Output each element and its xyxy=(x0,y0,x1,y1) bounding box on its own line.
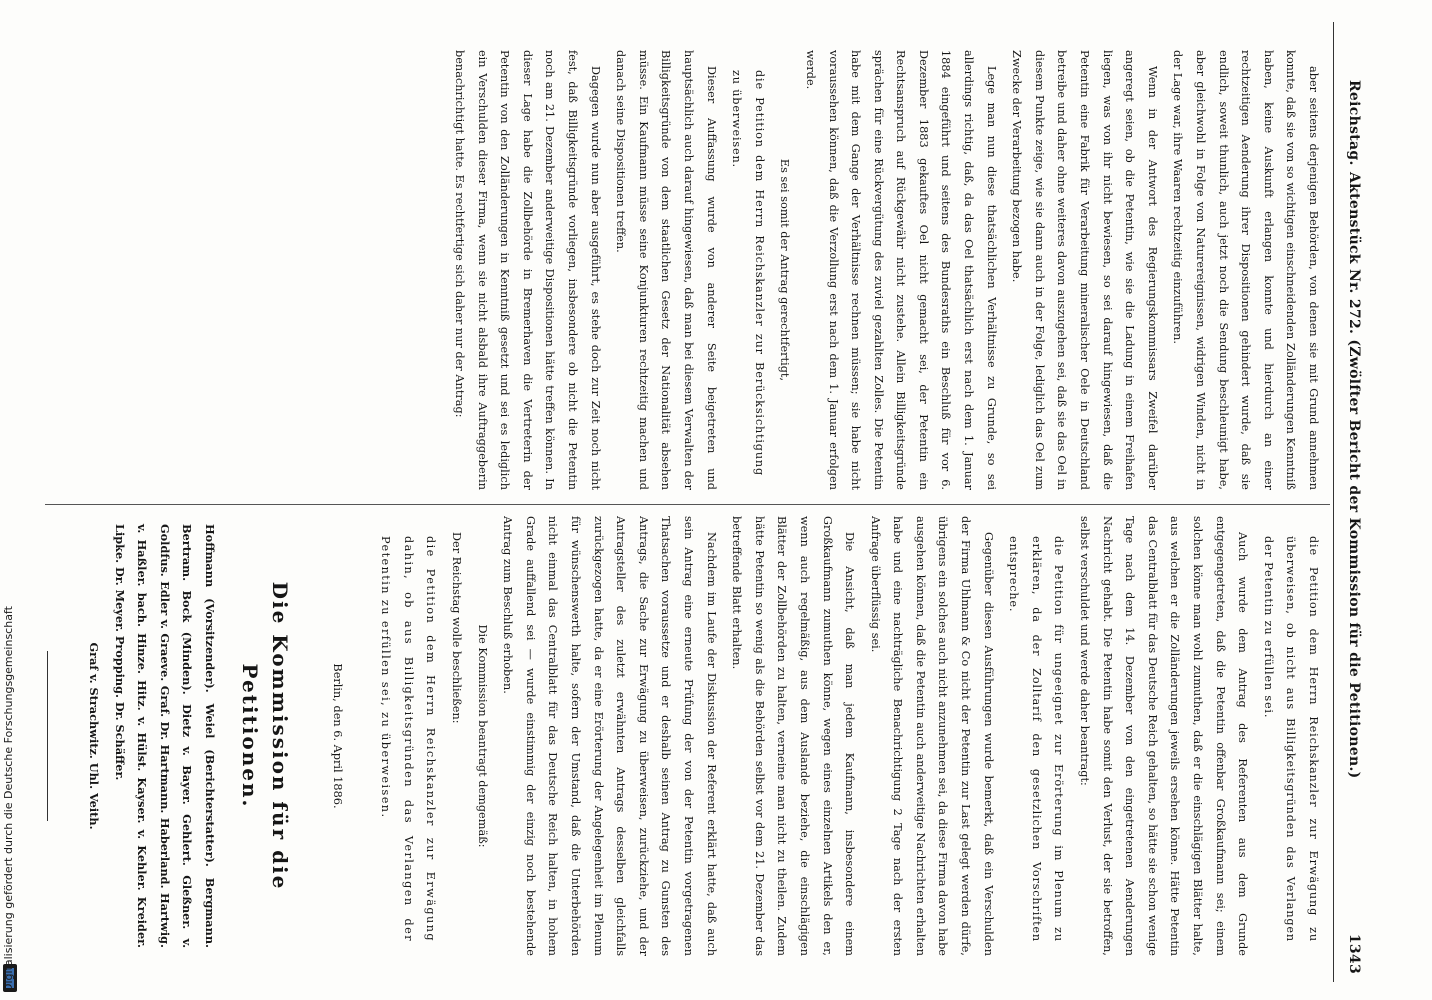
paragraph: Dagegen wurde nun aber ausgeführt, es stehe doch zur Zeit noch nicht fest, daß Billigkeitsgründe vorliegen, insbesondere ob nicht die Petentin noch am 21. Dezember anderweitige Dispositionen hätte treffen können. In dieser Lage habe die Zollbehörde in Bremerhaven die Vertreterin der Petentin von den Zolländerungen in Kenntniß gesetzt und sei es lediglich ein Verschulden dieser Firma, wenn sie nicht alsbald ihre Auftraggeberin benachrichtigt hatte. Es rechtfertige sich daher nur der Antrag: xyxy=(453,50,602,490)
column-divider xyxy=(45,504,1330,505)
paragraph: Die Ansicht, daß man jedem Kaufmann, insbesondere einem Großkaufmann zumuthen könne, wegen eines einzelnen Artikels den er, wenn auch regelmäßig, aus dem Auslande beziehe, die einschlägigen Blätter der Zollbehörden zu halten, verneine man nicht zu theilen. Zudem hätte Petentin so wenig als die Behörden selbst vor dem 21. Dezember das betreffende Blatt erhalten. xyxy=(730,516,857,956)
paragraph: Wenn in der Antwort des Regierungskommissars Zweifel darüber angeregt seien, ob die Petentin, wie sie die Ladung in einem Freihafen liegen, was von ihr nicht bewiesen, so sei darauf hingewiesen, daß die Petentin eine Fabrik für Verarbeitung mineralischer Oele in Deutschland betreibe und daher ohne weiteres davon auszugehen sei, daß sie das Oel in diesem Punkte zeige, wie sie dann auch in der Folge, lediglich das Oel zum Zwecke der Verarbeitung bezogen habe. xyxy=(1010,50,1159,490)
resolution-text: die Petition dem Herrn Reichskanzler zur Erwägung dahin, ob aus Billigkeitsgründen das Verlangen der Petentin zu erfüllen sei, zu überweisen. xyxy=(379,536,438,942)
paragraph: Gegenüber diesen Ausführungen wurde bemerkt, daß ein Verschulden der Firma Uhlmann & Co nicht der Petentin zur Last gelegt werden dürfe, übrigens ein solches auch nicht anzunehmen sei, da diese Firma davon habe ausgehen können, daß die Petentin auch anderweitige Nachrichten erhalten habe und eine nachträgliche Benachrichtigung 2 Tage nach der ersten Anfrage überflüssig sei. xyxy=(868,516,995,956)
motion-quote-top: die Petition dem Herrn Reichskanzler zur Erwägung zu überweisen, ob nicht aus Billigkeitsgründen das Verlangen der Petentin zu erfüllen sei. xyxy=(1261,536,1320,942)
page-number: 1343 xyxy=(1346,933,1362,974)
header-left: Reichstag. xyxy=(1346,80,1362,166)
date-line: Berlin, den 6. April 1886. xyxy=(330,663,344,809)
commission-intro: Die Kommission beantragt demgemäß: xyxy=(475,624,489,848)
header-title: Aktenstück Nr. 272. (Zwölfter Bericht der Kommission für die Petitionen.) xyxy=(1346,172,1362,779)
paragraph: Nachdem im Laufe der Diskussion der Referent erklärt hatte, daß auch sein Antrag eine erneute Prüfung der von der Petentin vorgetragenen Thatsachen voraussetze und er deshalb seinen Antrag zu Gunsten des Antrags, die Sache zur Erwägung zu überweisen, zurückziehe, und der Antragsteller des zuletzt erwähnten Antrags desselben gleichfalls zurückgezogen hatte, da er eine Erörterung der Angelegenheit im Plenum für wünschenswerth halte, sofern der Umstand, daß die Unterbehörden nicht einmal das Centralblatt für das Deutsche Reich halten, in hohem Grade auffallend sei — wurde einstimmig der einzig noch bestehende Antrag zum Beschluß erhoben. xyxy=(501,516,718,956)
paragraph: aber seitens derjenigen Behörden, von denen sie mit Grund annehmen konnte, daß sie von so wichtigen einschneidenden Zolländerungen Kenntniß haben, keine Auskunft erlangen konnte und hierdurch an einer rechtzeitigen Aenderung ihrer Dispositionen gehindert wurde, daß sie endlich, soweit thunlich, auch jetzt noch die Sendung beschleunigt habe, aber gleichwohl in Folge von Naturereignissen, widrigen Winden, nicht in der Lage war, ihre Waaren rechtzeitig einzuführen. xyxy=(1171,50,1320,490)
header-rule xyxy=(1333,22,1334,982)
resolution-intro: Der Reichstag wolle beschließen: xyxy=(450,532,464,724)
motion-quote-mid: die Petition für ungeeignet zur Erörterung im Plenum zu erklären, da der Zolltarif den gesetzlichen Vorschriften entspreche. xyxy=(1007,536,1066,942)
paragraph: Dieser Auffassung wurde von anderer Seite beigetreten und hauptsächlich auch darauf hingewiesen, daß man bei diesem Verwalten der Billigkeitsgründe von dem staatlichen Gesetz der Nationalität absehen müsse. Ein Kaufmann müsse seine Konjunkturen rechtzeitig machen und danach seine Dispositionen treffen. xyxy=(614,50,718,490)
digitization-credit: Digitalisierung gefördert durch die Deutsche Forschungsgemeinschaft xyxy=(2,606,15,992)
paragraph-final-statement: Es sei somit der Antrag gerechtfertigt, xyxy=(778,158,792,382)
rotated-document-page xyxy=(40,22,1370,982)
motion-quote: die Petition dem Herrn Reichskanzler zur Berücksichtigung zu überweisen. xyxy=(730,70,766,476)
running-header xyxy=(1338,22,1362,982)
member-list: Hoffmann (Vorsitzender). Weiel (Berichterstatter). Bergmann. Bertram. Bock (Minden). Dietz v. Bayer. Gehlert. Gleßner. v. Goldfus. Edler v. Graeve. Graf. Dr. Hartmann. Haberland. Hartwig. v. Haßler. bach. Hinze. Hitz. v. Hülst. Kayser. v. Kehler. Kreider. Lipke. Dr. Meyer. Propping. Dr. Schäffer. xyxy=(112,524,218,948)
left-column xyxy=(374,50,1324,490)
paragraph: Lege man nun diese thatsächlichen Verhältnisse zu Grunde, so sei allerdings richtig, daß, da das Oel thatsächlich erst nach dem 1. Januar 1884 eingeführt und seitens des Bundesraths ein Beschluß für vor 6. Dezember 1883 gekauftes Oel nicht gemacht sei, der Petentin ein Rechtsanspruch auf Rückgewähr nicht zustehe. Allein Billigkeitsgründe sprächen für eine Rückvergütung des zuviel gezahlten Zolles. Die Petentin habe mit dem Gange der Verhältnisse rechnen müssen; sie habe nicht voraussehen können, daß die Verzollung erst nach dem 1. Januar erfolgen werde. xyxy=(803,50,998,490)
section-title: Die Kommission für die Petitionen. xyxy=(238,581,293,891)
paragraph: Auch wurde dem Antrag des Referenten aus dem Grunde entgegengetreten, daß die Petentin offenbar Großkaufmann sei; einem solchen könne man wohl zumuthen, daß er die einschlägigen Blätter halte, aus welchen er die Zolländerungen jeweils ersehen könne. Hätte Petentin das Centralblatt für das Deutsche Reich gehalten, so hätte sie schon wenige Tage nach dem 14. Dezember von den eingetretenen Aenderungen Nachricht gehabt. Die Petentin habe somit den Verlust, der sie betroffen, selbst verschuldet und werde daher beantragt: xyxy=(1078,516,1250,956)
right-column xyxy=(54,516,1324,956)
closing-rule xyxy=(48,651,49,821)
member-list-last: Graf v. Strachwitz. Uhl. Veith. xyxy=(87,642,102,830)
